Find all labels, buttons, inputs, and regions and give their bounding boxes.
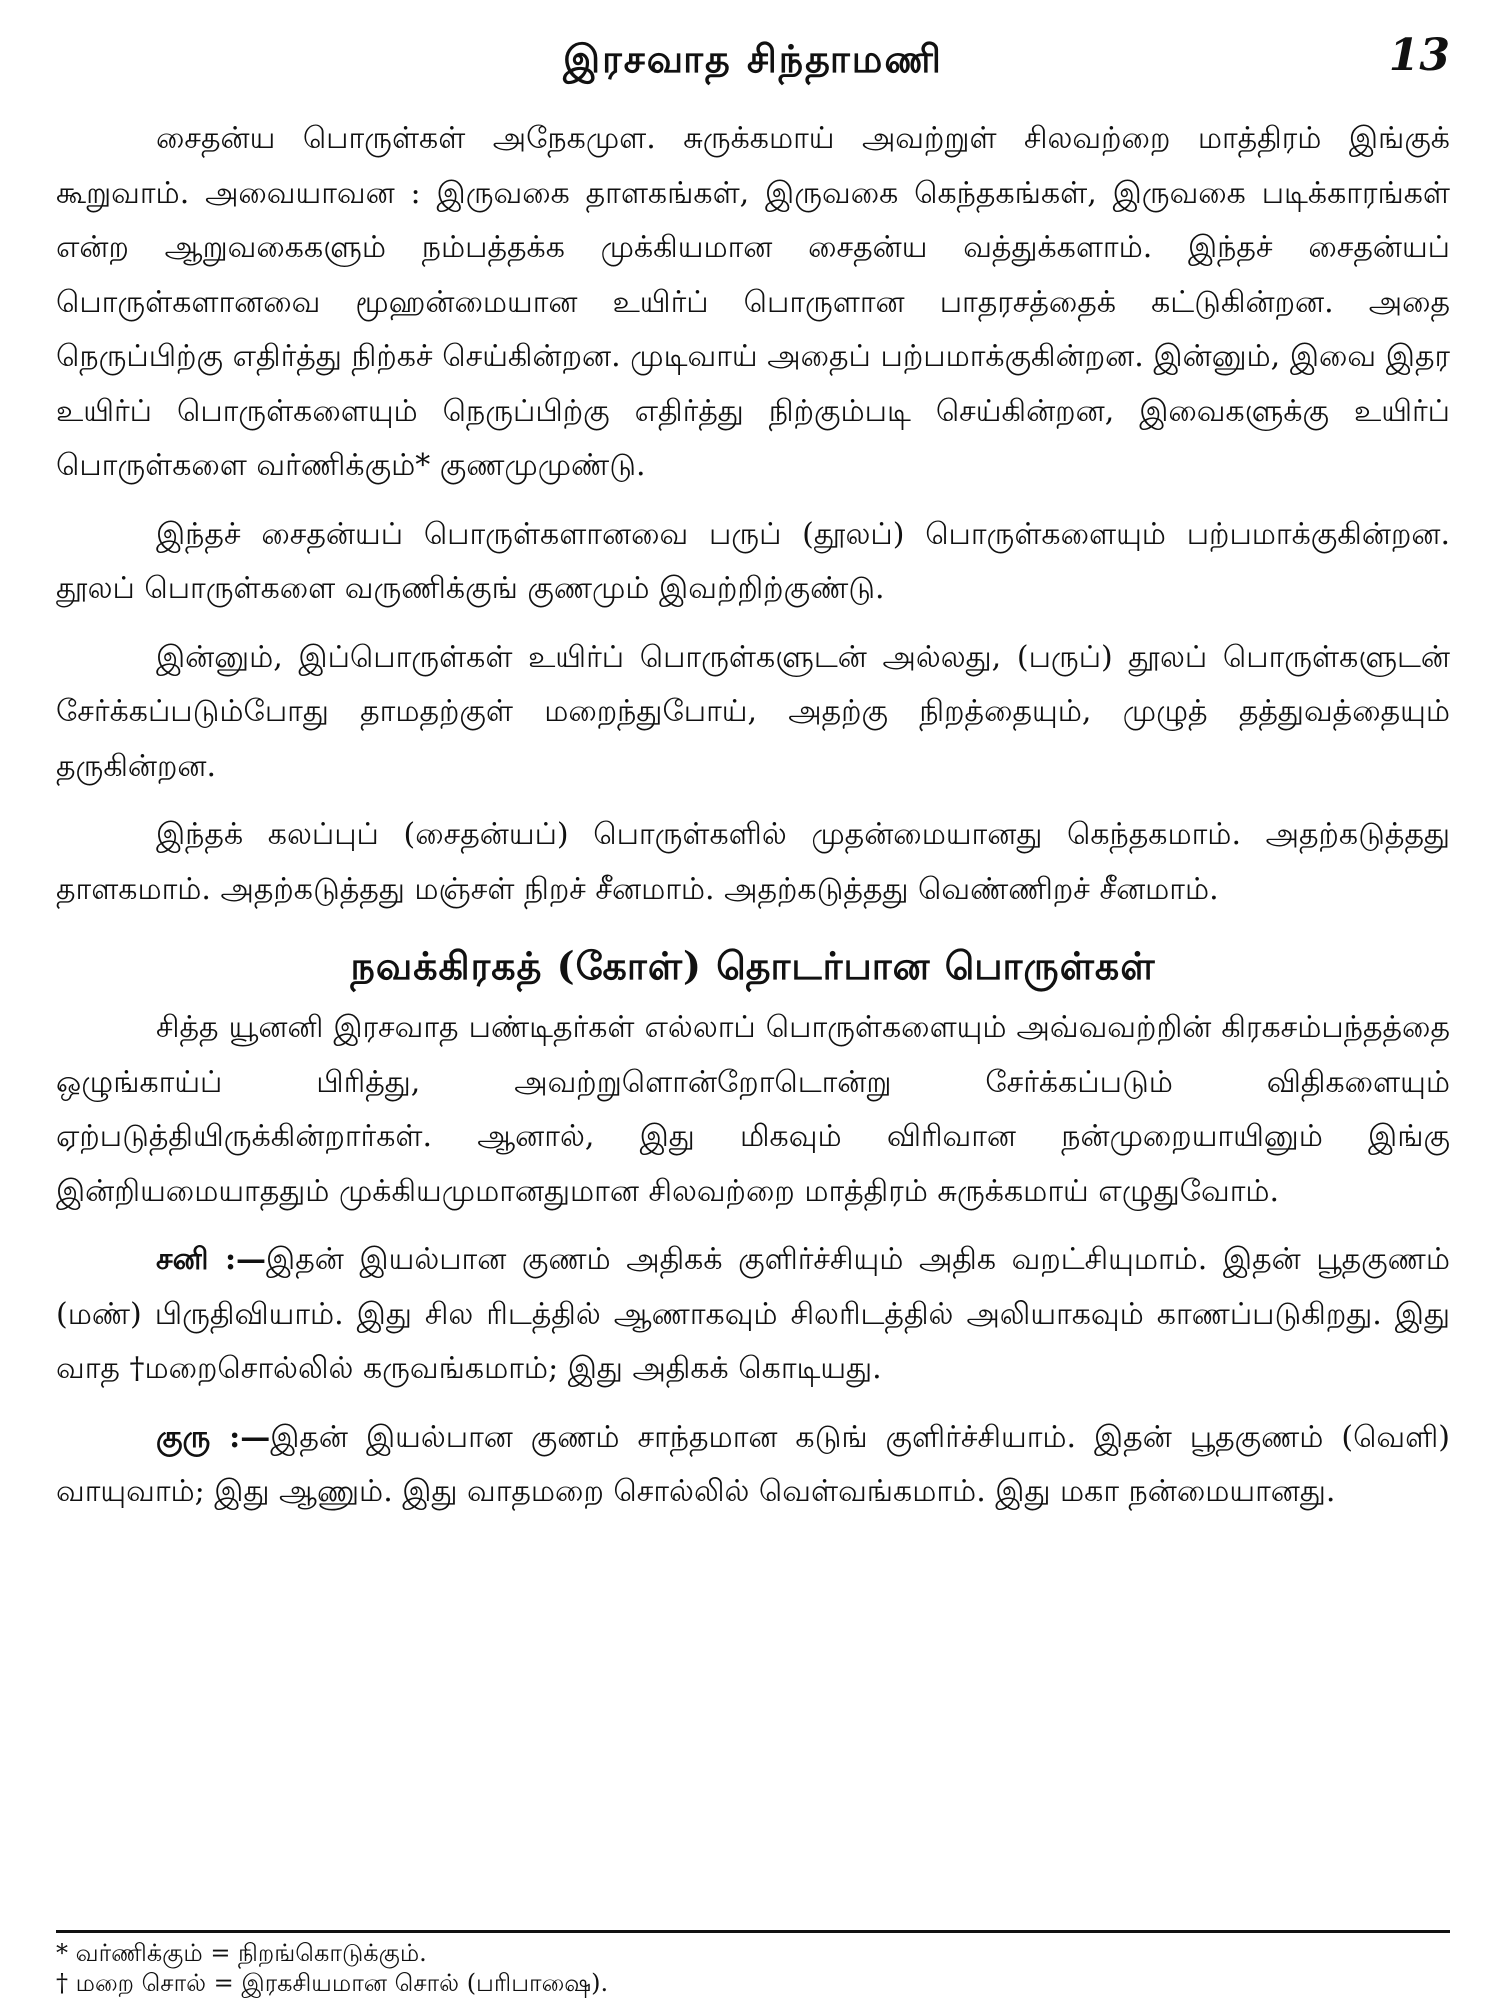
planet-entry-jupiter [56, 1411, 1450, 1520]
page-header [56, 30, 1450, 100]
planet-text: இதன் இயல்பான குணம் சாந்தமான கடுங் குளிர்ச்சியாம். இதன் பூதகுணம் (வெளி) வாயுவாம்; இது ஆணும். இது வாதமறை சொல்லில் வெள்வங்கமாம். இது மகா நன்மையானது. [56, 1419, 1450, 1509]
footnote-1: * வர்ணிக்கும் = நிறங்கொடுக்கும். [56, 1939, 427, 1967]
running-title: இரசவாத சிந்தாமணி [563, 36, 943, 81]
planet-term: சனி :— [156, 1242, 267, 1277]
footnote-2: † மறை சொல் = இரகசியமான சொல் (பரிபாஷை). [56, 1969, 609, 1997]
planet-entry-saturn [56, 1233, 1450, 1397]
footnote-divider [56, 1930, 1450, 1933]
paragraph-2: இந்தச் சைதன்யப் பொருள்களானவை பருப் (தூலப்) பொருள்களையும் பற்பமாக்குகின்றன. தூலப் பொருள்களை வருணிக்குங் குணமும் இவற்றிற்குண்டு. [56, 516, 1450, 606]
footnotes [56, 1938, 1450, 1998]
paragraph-1: சைதன்ய பொருள்கள் அநேகமுள. சுருக்கமாய் அவற்றுள் சிலவற்றை மாத்திரம் இங்குக் கூறுவாம். அவையாவன : இருவகை தாளகங்கள், இருவகை கெந்தகங்கள், இருவகை படிக்காரங்கள் என்ற ஆறுவகைகளும் நம்பத்தக்க முக்கியமான சைதன்ய வத்துக்களாம். இந்தச் சைதன்யப் பொருள்களானவை மூஹன்மையான உயிர்ப் பொருளான பாதரசத்தைக் கட்டுகின்றன. அதை நெருப்பிற்கு எதிர்த்து நிற்கச் செய்கின்றன. முடிவாய் அதைப் பற்பமாக்குகின்றன. இன்னும், இவை இதர உயிர்ப் பொருள்களையும் நெருப்பிற்கு எதிர்த்து நிற்கும்படி செய்கின்றன, இவைகளுக்கு உயிர்ப் பொருள்களை வர்ணிக்கும்* குணமுமுண்டு. [56, 121, 1450, 483]
paragraph-4: இந்தக் கலப்புப் (சைதன்யப்) பொருள்களில் முதன்மையானது கெந்தகமாம். அதற்கடுத்தது தாளகமாம். அதற்கடுத்தது மஞ்சள் நிறச் சீனமாம். அதற்கடுத்தது வெண்ணிறச் சீனமாம். [56, 817, 1450, 907]
section-paragraph: சித்த யூனனி இரசவாத பண்டிதர்கள் எல்லாப் பொருள்களையும் அவ்வவற்றின் கிரகசம்பந்தத்தை ஒழுங்காய்ப் பிரித்து, அவற்றுளொன்றோடொன்று சேர்க்கப்படும் விதிகளையும் ஏற்படுத்தியிருக்கின்றார்கள். ஆனால், இது மிகவும் விரிவான நன்முறையாயினும் இங்கு இன்றியமையாததும் முக்கியமுமானதுமான சிலவற்றை மாத்திரம் சுருக்கமாய் எழுதுவோம். [56, 1010, 1450, 1209]
planet-term: குரு :— [156, 1419, 271, 1455]
page-number: 13 [1388, 30, 1450, 81]
section-heading: நவக்கிரகத் (கோள்) தொடர்பான பொருள்கள் [350, 943, 1156, 988]
paragraph-3: இன்னும், இப்பொருள்கள் உயிர்ப் பொருள்களுடன் அல்லது, (பருப்) தூலப் பொருள்களுடன் சேர்க்கப்படும்போது தாமதற்குள் மறைந்துபோய், அதற்கு நிறத்தையும், முழுத் தத்துவத்தையும் தருகின்றன. [56, 639, 1450, 784]
planet-text: இதன் இயல்பான குணம் அதிகக் குளிர்ச்சியும் அதிக வறட்சியுமாம். இதன் பூதகுணம் (மண்) பிருதிவியாம். இது சில ரிடத்தில் ஆணாகவும் சிலரிடத்தில் அலியாகவும் காணப்படுகிறது. இது வாத †மறைசொல்லில் கருவங்கமாம்; இது அதிகக் கொடியது. [56, 1242, 1450, 1386]
page-body [56, 112, 1450, 1534]
